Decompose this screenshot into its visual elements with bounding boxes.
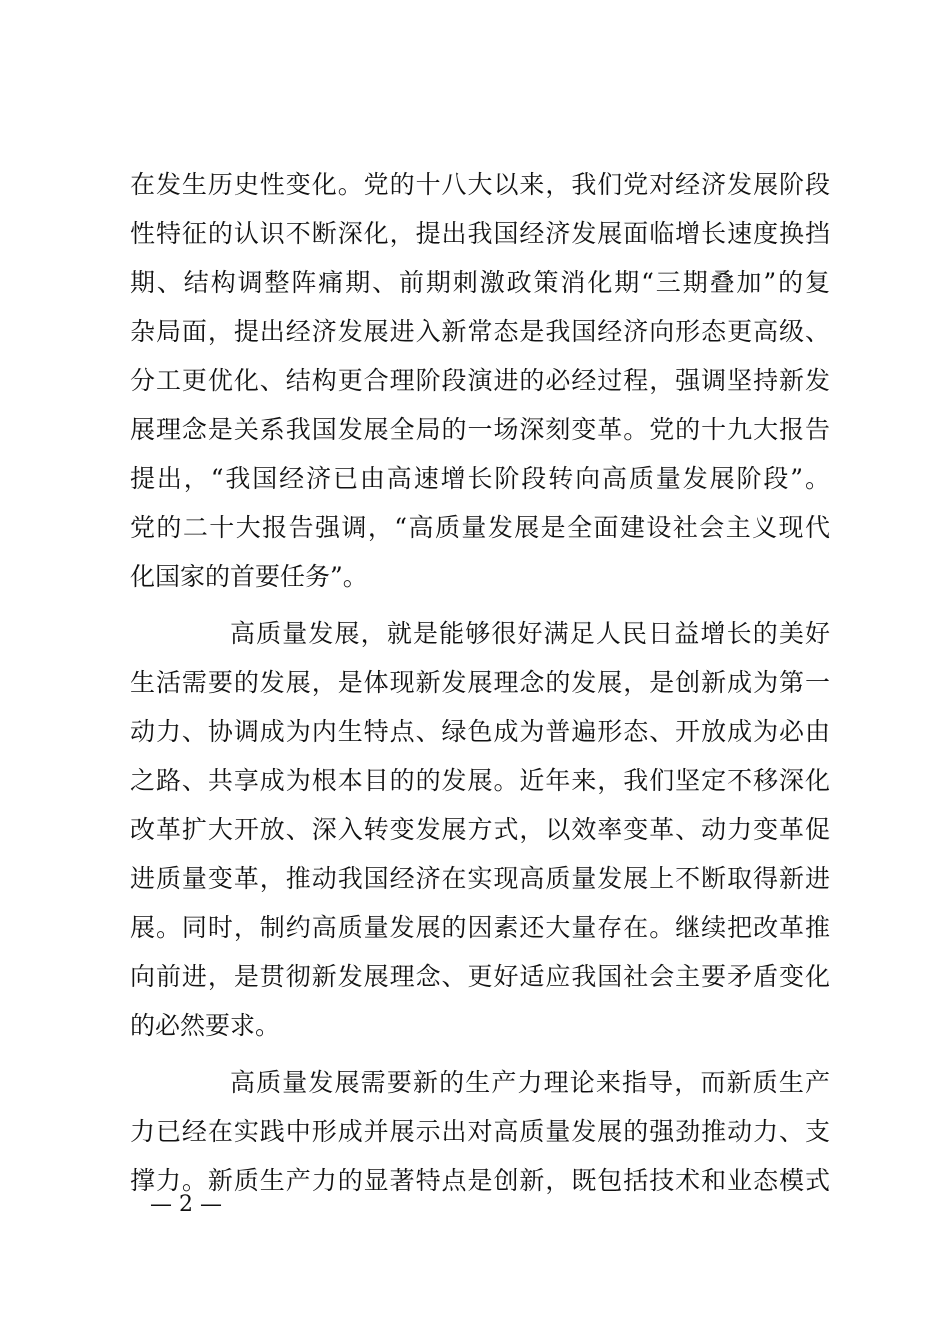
text-line: 性特征的认识不断深化，提出我国经济发展面临增长速度换挡 (130, 219, 830, 248)
text-line-indented: 高质量发展，就是能够很好满足人民日益增长的美好 (230, 619, 830, 648)
paragraph-gap (130, 1050, 830, 1058)
text-line: 展。同时，制约高质量发展的因素还大量存在。继续把改革推 (130, 913, 830, 942)
text-line: 进质量变革，推动我国经济在实现高质量发展上不断取得新进 (130, 864, 830, 893)
text-line: 提出，“我国经济已由高速增长阶段转向高质量发展阶段”。 (130, 464, 830, 493)
paragraph-3 (130, 1058, 830, 1205)
text-line: 之路、共享成为根本目的的发展。近年来，我们坚定不移深化 (130, 766, 830, 795)
text-line: 分工更优化、结构更合理阶段演进的必经过程，强调坚持新发 (130, 366, 830, 395)
text-line: 动力、协调成为内生特点、绿色成为普遍形态、开放成为必由 (130, 717, 830, 746)
text-line-indented: 高质量发展需要新的生产力理论来指导，而新质生产 (230, 1068, 830, 1097)
text-line: 化国家的首要任务”。 (130, 562, 368, 591)
text-line: 杂局面，提出经济发展进入新常态是我国经济向形态更高级、 (130, 317, 830, 346)
text-line: 在发生历史性变化。党的十八大以来，我们党对经济发展阶段 (130, 170, 830, 199)
document-body (130, 160, 830, 1205)
text-line: 力已经在实践中形成并展示出对高质量发展的强劲推动力、支 (130, 1117, 830, 1146)
text-line: 展理念是关系我国发展全局的一场深刻变革。党的十九大报告 (130, 415, 830, 444)
text-line: 党的二十大报告强调，“高质量发展是全面建设社会主义现代 (130, 513, 830, 542)
text-line: 改革扩大开放、深入转变发展方式，以效率变革、动力变革促 (130, 815, 830, 844)
text-line: 期、结构调整阵痛期、前期刺激政策消化期“三期叠加”的复 (130, 268, 830, 297)
page-number: — 2 — (150, 1192, 222, 1217)
paragraph-2 (130, 609, 830, 1050)
text-line: 生活需要的发展，是体现新发展理念的发展，是创新成为第一 (130, 668, 830, 697)
paragraph-1 (130, 160, 830, 601)
text-line: 的必然要求。 (130, 1011, 281, 1040)
text-line: 撑力。新质生产力的显著特点是创新，既包括技术和业态模式 (130, 1166, 830, 1195)
text-line: 向前进，是贯彻新发展理念、更好适应我国社会主要矛盾变化 (130, 962, 830, 991)
paragraph-gap (130, 601, 830, 609)
